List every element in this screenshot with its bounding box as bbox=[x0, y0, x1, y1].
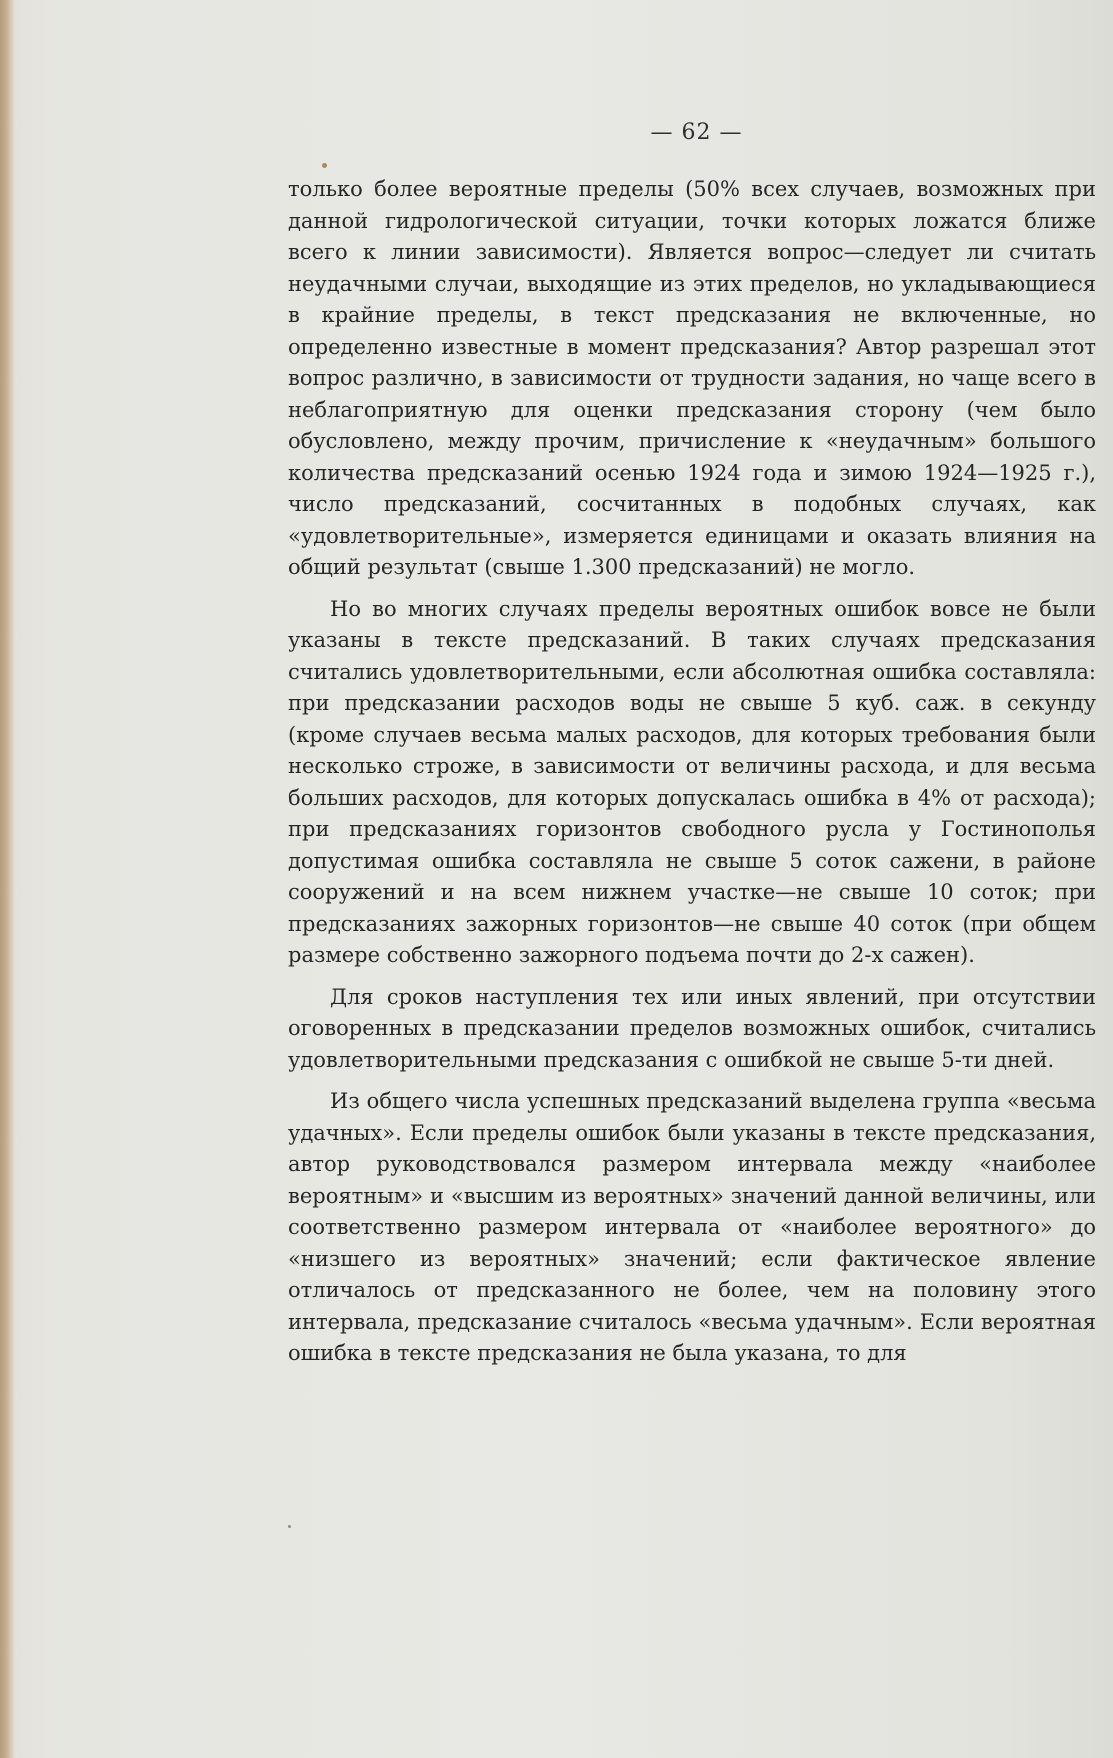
paragraph: Но во многих случаях пределы вероятных ошибок вовсе не были указаны в тексте предсказаний. В таких случаях предсказания считались удовлетворительными, если абсолютная ошибка составляла: при предсказании расходов воды не свыше 5 куб. саж. в секунду (кроме случаев весьма малых расходов, для которых требования были несколько строже, в зависимости от величины расхода, и для весьма больших расходов, для которых допускалась ошибка в 4% от расхода); при предсказаниях горизонтов свободного русла у Гостинополья допустимая ошибка составляла не свыше 5 соток сажени, в районе сооружений и на всем нижнем участке—не свыше 10 соток; при предсказаниях зажорных горизонтов—не свыше 40 соток (при общем размере собственно зажорного подъема почти до 2-х сажен). bbox=[288, 596, 1096, 967]
paragraph: Для сроков наступления тех или иных явлений, при отсутствии оговоренных в предсказании пределов возможных ошибок, считались удовлетворительными предсказания с ошибкой не свыше 5-ти дней. bbox=[288, 984, 1096, 1072]
body-text bbox=[288, 174, 1096, 1380]
paper-speck bbox=[322, 163, 327, 168]
book-spine-shadow bbox=[0, 0, 14, 1758]
paragraph: только более вероятные пределы (50% всех случаев, возможных при данной гидрологической ситуации, точки которых ложатся ближе всего к линии зависимости). Является вопрос—следует ли считать неудачными случаи, выходящие из этих пределов, но укладывающиеся в крайние пределы, в текст предсказания не включенные, но определенно известные в момент предсказания? Автор разрешал этот вопрос различно, в зависимости от трудности задания, но чаще всего в неблагоприятную для оценки предсказания сторону (чем было обусловлено, между прочим, причисление к «неудачным» большого количества предсказаний осенью 1924 года и зимою 1924—1925 г.), число предсказаний, сосчитанных в подобных случаях, как «удовлетворительные», измеряется единицами и оказать влияния на общий результат (свыше 1.300 предсказаний) не могло. bbox=[288, 177, 1096, 579]
page-number: — 62 — bbox=[650, 120, 743, 145]
paper-speck bbox=[288, 1525, 291, 1528]
paragraph: Из общего числа успешных предсказаний выделена группа «весьма удачных». Если пределы ошибок были указаны в тексте предсказания, автор руководствовался размером интервала между «наиболее вероятным» и «высшим из вероятных» значений данной величины, или соответственно размером интервала от «наиболее вероятного» до «низшего из вероятных» значений; если фактическое явление отличалось от предсказанного не более, чем на половину этого интервала, предсказание считалось «весьма удачным». Если вероятная ошибка в тексте предсказания не была указана, то для bbox=[288, 1089, 1096, 1365]
